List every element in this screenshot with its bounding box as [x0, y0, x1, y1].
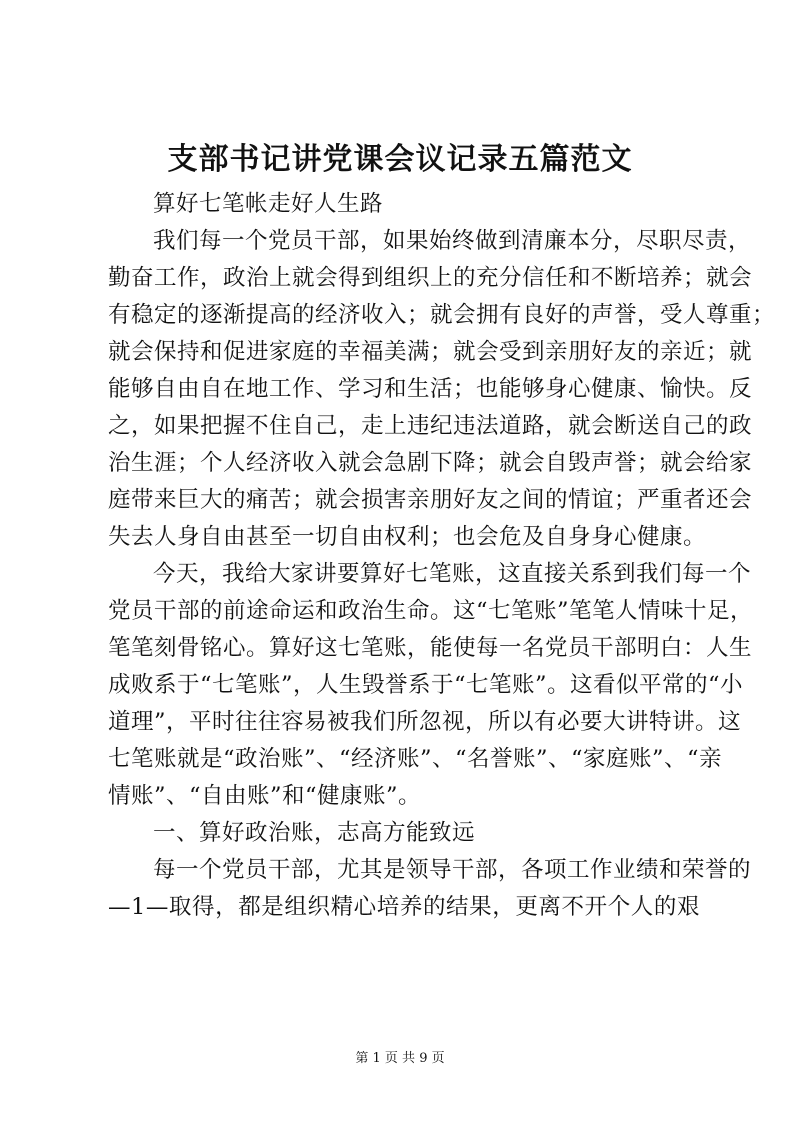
- paragraph-line: 道理”，平时往往容易被我们所忽视，所以有必要大讲特讲。这: [108, 709, 742, 735]
- paragraph-line: 一、算好政治账，志高方能致远: [153, 820, 476, 846]
- paragraph-line: 失去人身自由甚至一切自由权利；也会危及自身身心健康。: [108, 524, 707, 550]
- paragraph-line: —1—取得，都是组织精心培养的结果，更离不开个人的艰: [108, 894, 700, 920]
- paragraph-line: 之，如果把握不住自己，走上违纪违法道路，就会断送自己的政: [108, 413, 753, 439]
- paragraph-line: 治生涯；个人经济收入就会急剧下降；就会自毁声誉；就会给家: [108, 450, 753, 476]
- paragraph-line: 今天，我给大家讲要算好七笔账，这直接关系到我们每一个: [153, 561, 752, 587]
- paragraph-line: 情账”、“自由账”和“健康账”。: [108, 783, 422, 809]
- paragraph-line: 能够自由自在地工作、学习和生活；也能够身心健康、愉快。反: [108, 376, 753, 402]
- paragraph-line: 成败系于“七笔账”，人生毁誉系于“七笔账”。这看似平常的“小: [108, 672, 744, 698]
- paragraph-line: 笔笔刻骨铭心。算好这七笔账，能使每一名党员干部明白：人生: [108, 635, 753, 661]
- paragraph-line: 七笔账就是“政治账”、“经济账”、“名誉账”、“家庭账”、“亲: [108, 746, 723, 772]
- paragraph-line: 每一个党员干部，尤其是领导干部，各项工作业绩和荣誉的: [153, 857, 752, 883]
- paragraph-line: 庭带来巨大的痛苦；就会损害亲朋好友之间的情谊；严重者还会: [108, 487, 753, 513]
- paragraph-line: 就会保持和促进家庭的幸福美满；就会受到亲朋好友的亲近；就: [108, 339, 753, 365]
- paragraph-line: 算好七笔帐走好人生路: [153, 191, 384, 217]
- paragraph-line: 我们每一个党员干部，如果始终做到清廉本分，尽职尽责，: [153, 228, 752, 254]
- paragraph-line: 勤奋工作，政治上就会得到组织上的充分信任和不断培养；就会: [108, 265, 753, 291]
- page-number-footer: 第 1 页 共 9 页: [355, 1051, 445, 1066]
- paragraph-line: 有稳定的逐渐提高的经济收入；就会拥有良好的声誉，受人尊重；: [108, 302, 776, 328]
- page-title: 支部书记讲党课会议记录五篇范文: [167, 142, 633, 177]
- paragraph-line: 党员干部的前途命运和政治生命。这“七笔账”笔笔人情味十足，: [108, 598, 754, 624]
- document-body: [108, 186, 776, 926]
